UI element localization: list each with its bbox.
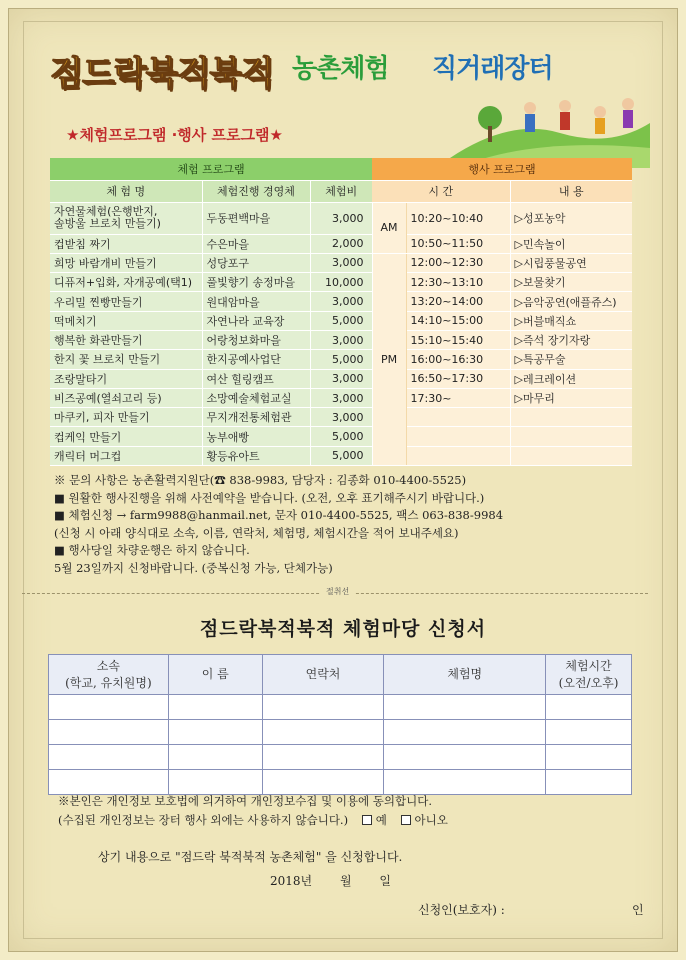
experience-org: 원대암마을	[202, 292, 310, 311]
event-time: 17:30~	[406, 388, 510, 407]
form-cell[interactable]	[49, 720, 169, 745]
form-row	[49, 720, 632, 745]
event-content: ▷시립풍물공연	[510, 253, 632, 272]
table-row	[50, 350, 632, 369]
table-row	[50, 369, 632, 388]
note-line: ※ 문의 사항은 농촌활력지원단(☎ 838-9983, 담당자 : 김종화 010-4400-5525)	[54, 473, 467, 487]
form-cell[interactable]	[546, 720, 632, 745]
form-cell[interactable]	[168, 770, 262, 795]
experience-org: 농부애빵	[202, 427, 310, 446]
experience-fee: 3,000	[310, 202, 372, 234]
form-cell[interactable]	[262, 695, 384, 720]
event-time: 16:50~17:30	[406, 369, 510, 388]
table-row	[50, 273, 632, 292]
event-time: 16:00~16:30	[406, 350, 510, 369]
consent-no-checkbox[interactable]	[401, 815, 411, 825]
experience-org: 두동편백마을	[202, 202, 310, 234]
table-row	[50, 234, 632, 253]
seal-label: 인	[632, 903, 644, 917]
experience-org: 어랑청보화마을	[202, 330, 310, 349]
form-cell[interactable]	[546, 695, 632, 720]
consent-line: (수집된 개인정보는 장터 행사 외에는 사용하지 않습니다.) 예 아니오	[58, 813, 448, 827]
experience-name: 컵받침 짜기	[50, 234, 202, 253]
form-cell[interactable]	[262, 770, 384, 795]
form-cell[interactable]	[262, 745, 384, 770]
experience-org: 한지공예사업단	[202, 350, 310, 369]
table-row	[50, 292, 632, 311]
experience-fee: 5,000	[310, 427, 372, 446]
table-row	[50, 408, 632, 427]
title-area	[50, 40, 273, 100]
person-icon	[524, 102, 536, 114]
experience-name: 마쿠키, 피자 만들기	[50, 408, 202, 427]
experience-fee: 10,000	[310, 273, 372, 292]
event-time-empty	[406, 408, 510, 427]
consent-section	[58, 792, 448, 830]
event-content: ▷민속놀이	[510, 234, 632, 253]
form-row	[49, 745, 632, 770]
table-row	[50, 330, 632, 349]
experience-name: 컵케익 만들기	[50, 427, 202, 446]
col-header-name: 체 험 명	[50, 180, 202, 202]
experience-name: 조랑말타기	[50, 369, 202, 388]
event-content: ▷특공무술	[510, 350, 632, 369]
form-cell[interactable]	[546, 770, 632, 795]
application-form-table	[48, 654, 632, 795]
signer-label: 신청인(보호자) :	[418, 903, 505, 917]
experience-fee: 3,000	[310, 253, 372, 272]
consent-yes-checkbox[interactable]	[362, 815, 372, 825]
event-time: 14:10~15:00	[406, 311, 510, 330]
experience-org: 자연나라 교육장	[202, 311, 310, 330]
subtitle: ★체험프로그램 ·행사 프로그램★	[66, 126, 283, 144]
form-cell[interactable]	[262, 720, 384, 745]
form-cell[interactable]	[384, 745, 546, 770]
event-content: ▷보물찾기	[510, 273, 632, 292]
form-header-name: 이 름	[168, 655, 262, 695]
event-time: 13:20~14:00	[406, 292, 510, 311]
event-content: ▷버블매직쇼	[510, 311, 632, 330]
experience-fee: 5,000	[310, 311, 372, 330]
form-row	[49, 695, 632, 720]
form-header-row	[49, 655, 632, 695]
person-icon	[594, 106, 606, 118]
experience-org: 성당포구	[202, 253, 310, 272]
form-cell[interactable]	[49, 695, 169, 720]
experience-org: 여산 힐링캠프	[202, 369, 310, 388]
table-row	[50, 446, 632, 465]
event-time: 15:10~15:40	[406, 330, 510, 349]
event-time: 10:20~10:40	[406, 202, 510, 234]
experience-name: 우리밀 찐빵만들기	[50, 292, 202, 311]
group-event-header: 행사 프로그램	[372, 158, 632, 180]
program-table-body	[50, 202, 632, 466]
experience-name: 디퓨저+입화, 자개공예(택1)	[50, 273, 202, 292]
event-time-empty	[406, 446, 510, 465]
table-row	[50, 388, 632, 407]
consent-line: ※본인은 개인정보 보호법에 의거하여 개인정보수집 및 이용에 동의합니다.	[58, 794, 433, 808]
experience-fee: 5,000	[310, 446, 372, 465]
person-body-icon	[560, 112, 570, 130]
form-cell[interactable]	[384, 695, 546, 720]
person-body-icon	[623, 110, 633, 128]
experience-fee: 3,000	[310, 292, 372, 311]
form-row	[49, 770, 632, 795]
experience-org: 풀빛향기 송정마을	[202, 273, 310, 292]
form-header-time: 체험시간 (오전/오후)	[546, 655, 632, 695]
form-cell[interactable]	[384, 770, 546, 795]
note-line: ■ 원활한 행사진행을 위해 사전예약을 받습니다. (오전, 오후 표기해주시기 바랍니다.)	[54, 490, 485, 505]
person-icon	[559, 100, 571, 112]
form-cell[interactable]	[546, 745, 632, 770]
title-main: 점드락북적북적	[50, 53, 273, 94]
event-content-empty	[510, 408, 632, 427]
event-content-empty	[510, 446, 632, 465]
group-experience-header: 체험 프로그램	[50, 158, 372, 180]
person-icon	[622, 98, 634, 110]
experience-name: 자연물체험(은행반지, 솔방울 브로치 만들기)	[50, 202, 202, 234]
experience-fee: 3,000	[310, 408, 372, 427]
apply-statement: 상기 내용으로 "점드락 북적북적 농촌체험" 을 신청합니다.	[98, 850, 403, 864]
table-row	[50, 311, 632, 330]
person-body-icon	[525, 114, 535, 132]
experience-fee: 3,000	[310, 369, 372, 388]
experience-name: 희망 바람개비 만들기	[50, 253, 202, 272]
date-line: 2018년 월 일	[270, 874, 391, 888]
experience-org: 황등유아트	[202, 446, 310, 465]
experience-name: 한지 꽃 브로치 만들기	[50, 350, 202, 369]
pm-label: PM	[372, 253, 406, 465]
consent-yes-label: 예	[375, 813, 387, 827]
experience-name: 캐릭터 머그컵	[50, 446, 202, 465]
experience-name: 행복한 화관만들기	[50, 330, 202, 349]
form-cell[interactable]	[168, 745, 262, 770]
table-row	[50, 427, 632, 446]
event-content: ▷마무리	[510, 388, 632, 407]
event-content: ▷성포농악	[510, 202, 632, 234]
event-content: ▷레크레이션	[510, 369, 632, 388]
event-time: 10:50~11:50	[406, 234, 510, 253]
event-content: ▷음악공연(애플쥬스)	[510, 292, 632, 311]
am-label: AM	[372, 202, 406, 253]
form-header-program: 체험명	[384, 655, 546, 695]
experience-org: 소망예술체험교실	[202, 388, 310, 407]
experience-name: 떡메치기	[50, 311, 202, 330]
person-body-icon	[595, 118, 605, 134]
column-header-row	[50, 180, 632, 202]
farm-illustration	[450, 78, 650, 168]
tree-trunk-icon	[488, 126, 492, 142]
form-header-affiliation: 소속 (학교, 유치원명)	[49, 655, 169, 695]
experience-fee: 2,000	[310, 234, 372, 253]
group-header-row	[50, 158, 632, 180]
note-line: 5월 23일까지 신청바랍니다. (중복신청 가능, 단체가능)	[54, 560, 333, 575]
note-line: (신청 시 아래 양식대로 소속, 이름, 연락처, 체험명, 체험시간을 적어 보내주세요)	[54, 525, 459, 540]
form-cell[interactable]	[49, 745, 169, 770]
title-green: 농촌체험	[292, 54, 389, 84]
table-row	[50, 202, 632, 234]
table-row	[50, 253, 632, 272]
notes-section	[54, 472, 644, 577]
event-time: 12:30~13:10	[406, 273, 510, 292]
form-cell[interactable]	[168, 720, 262, 745]
col-header-fee: 체험비	[310, 180, 372, 202]
consent-no-label: 아니오	[414, 813, 448, 827]
event-time: 12:00~12:30	[406, 253, 510, 272]
note-line: ■ 체험신청 → farm9988@hanmail.net, 문자 010-4400-5525, 팩스 063-838-9984	[54, 508, 504, 522]
col-header-org: 체험진행 경영체	[202, 180, 310, 202]
event-content-empty	[510, 427, 632, 446]
event-content: ▷즉석 장기자랑	[510, 330, 632, 349]
event-time-empty	[406, 427, 510, 446]
experience-org: 수은마을	[202, 234, 310, 253]
program-table	[50, 158, 632, 466]
note-line: ■ 행사당일 차량운행은 하지 않습니다.	[54, 543, 250, 557]
form-title: 점드락북적북적 체험마당 신청서	[199, 618, 487, 640]
col-header-time: 시 간	[372, 180, 510, 202]
form-cell[interactable]	[168, 695, 262, 720]
experience-fee: 5,000	[310, 350, 372, 369]
cut-label: 절취선	[320, 586, 355, 597]
experience-fee: 3,000	[310, 388, 372, 407]
col-header-content: 내 용	[510, 180, 632, 202]
experience-name: 비즈공예(열쇠고리 등)	[50, 388, 202, 407]
experience-fee: 3,000	[310, 330, 372, 349]
title-blue: 직거래장터	[432, 54, 553, 84]
form-cell[interactable]	[49, 770, 169, 795]
form-header-contact: 연락처	[262, 655, 384, 695]
form-cell[interactable]	[384, 720, 546, 745]
experience-org: 무지개전통체험관	[202, 408, 310, 427]
